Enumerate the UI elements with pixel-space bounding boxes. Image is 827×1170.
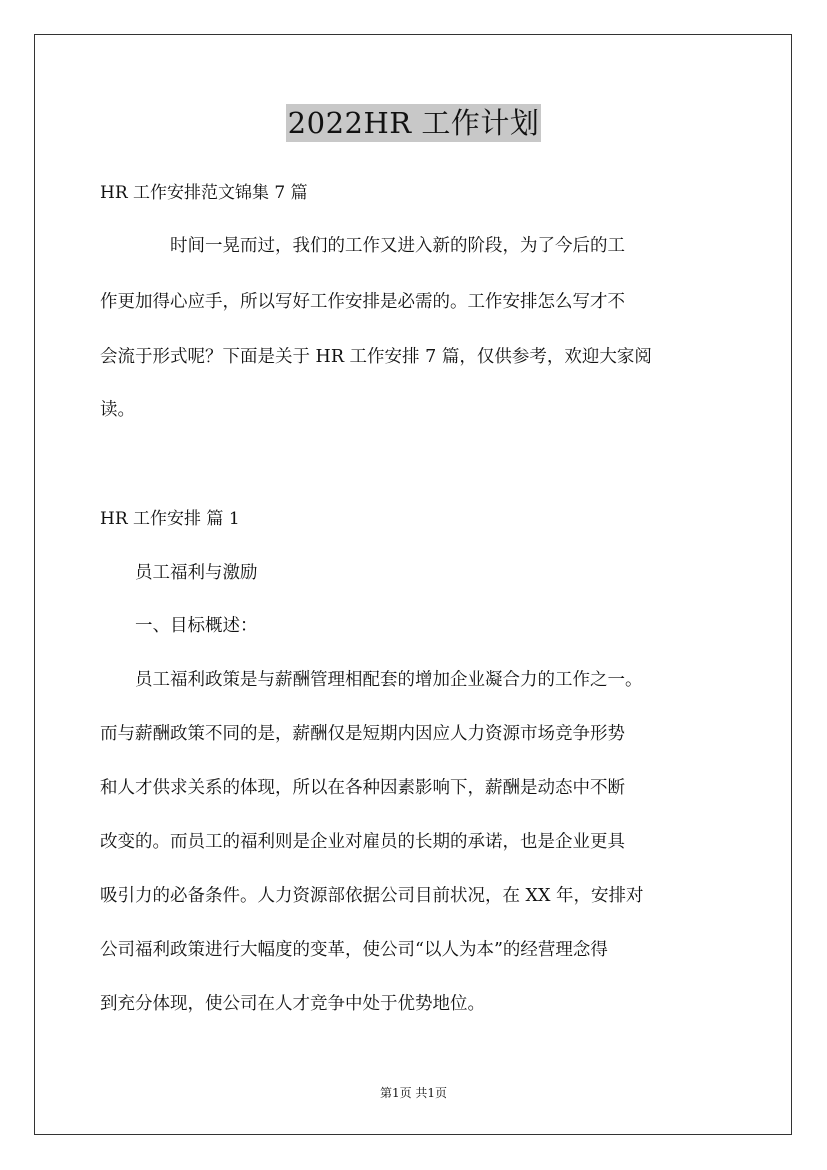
body-line: 改变的。而员工的福利则是企业对雇员的长期的承诺，也是企业更具 xyxy=(100,832,625,852)
body-line: 吸引力的必备条件。人力资源部依据公司目前状况，在 XX 年，安排对 xyxy=(100,886,644,906)
section-title: 员工福利与激励 xyxy=(100,563,258,583)
document-title: 2022HR 工作计划 xyxy=(287,106,540,140)
intro-line: 时间一晃而过，我们的工作又进入新的阶段，为了今后的工 xyxy=(100,236,625,256)
document-subtitle: HR 工作安排范文锦集 7 篇 xyxy=(100,183,308,203)
body-line: 公司福利政策进行大幅度的变革，使公司“以人为本”的经营理念得 xyxy=(100,940,608,960)
page-footer: 第1页 共1页 xyxy=(379,1086,448,1100)
section-heading: HR 工作安排 篇 1 xyxy=(100,509,240,529)
body-line: 和人才供求关系的体现，所以在各种因素影响下，薪酬是动态中不断 xyxy=(100,778,625,798)
intro-line: 会流于形式呢？下面是关于 HR 工作安排 7 篇，仅供参考，欢迎大家阅 xyxy=(100,347,652,367)
intro-line: 读。 xyxy=(100,400,135,420)
body-line: 到充分体现，使公司在人才竞争中处于优势地位。 xyxy=(100,994,485,1014)
intro-line: 作更加得心应手，所以写好工作安排是必需的。工作安排怎么写才不 xyxy=(100,292,625,312)
objective-heading: 一、目标概述： xyxy=(100,616,258,636)
body-line: 而与薪酬政策不同的是，薪酬仅是短期内因应人力资源市场竞争形势 xyxy=(100,724,625,744)
title-container xyxy=(0,104,827,142)
body-line: 员工福利政策是与薪酬管理相配套的增加企业凝合力的工作之一。 xyxy=(100,670,643,690)
